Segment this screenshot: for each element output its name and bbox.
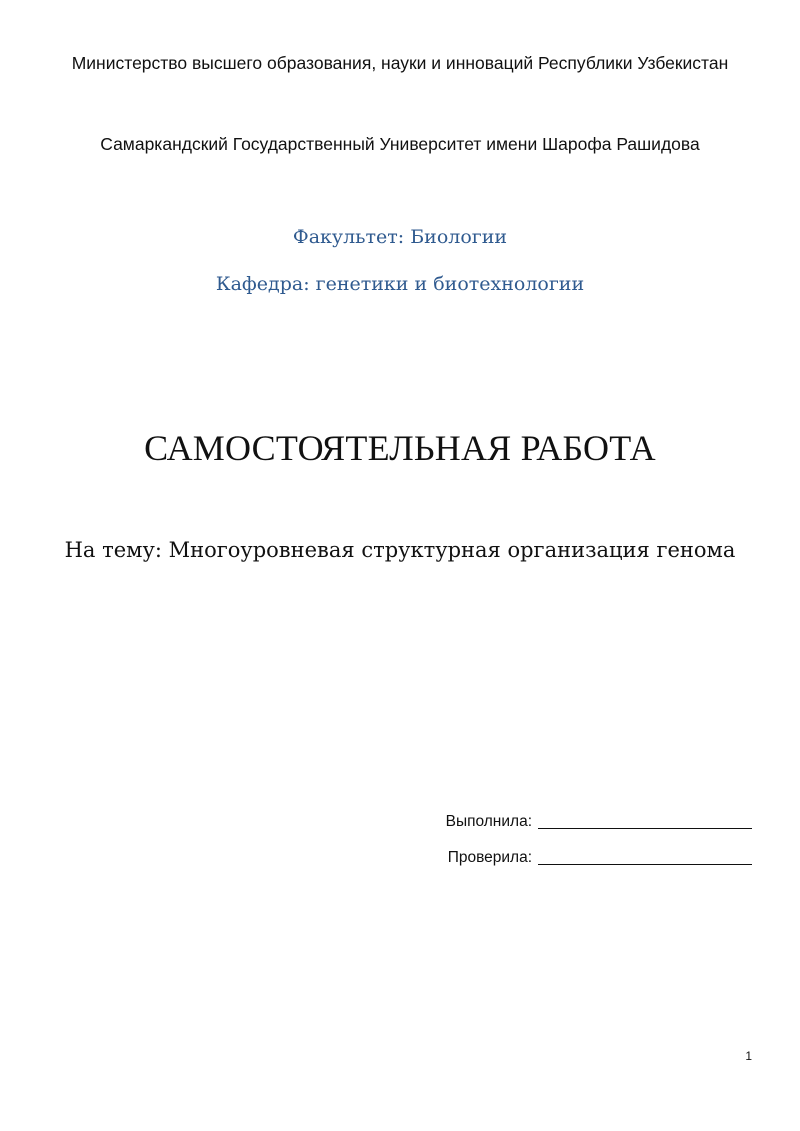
document-topic: На тему: Многоуровневая структурная организация генома	[64, 538, 736, 562]
performed-by-label: Выполнила:	[445, 813, 532, 830]
checked-by-label: Проверила:	[447, 849, 532, 866]
checked-by-row	[448, 844, 752, 868]
document-title: САМОСТОЯТЕЛЬНАЯ РАБОТА	[144, 428, 656, 468]
department-name: Кафедра: генетики и биотехнологии	[215, 273, 585, 295]
performed-by-signature-line	[538, 811, 752, 829]
checked-by-signature-line	[538, 847, 752, 865]
university-name: Самаркандский Государственный Университет имени Шарофа Рашидова	[100, 134, 700, 154]
performed-by-row	[446, 808, 752, 832]
ministry-name: Министерство высшего образования, науки и инноваций Республики Узбекистан	[71, 53, 729, 73]
faculty-name: Факультет: Биологии	[292, 226, 508, 248]
page-number: 1	[745, 1049, 752, 1063]
